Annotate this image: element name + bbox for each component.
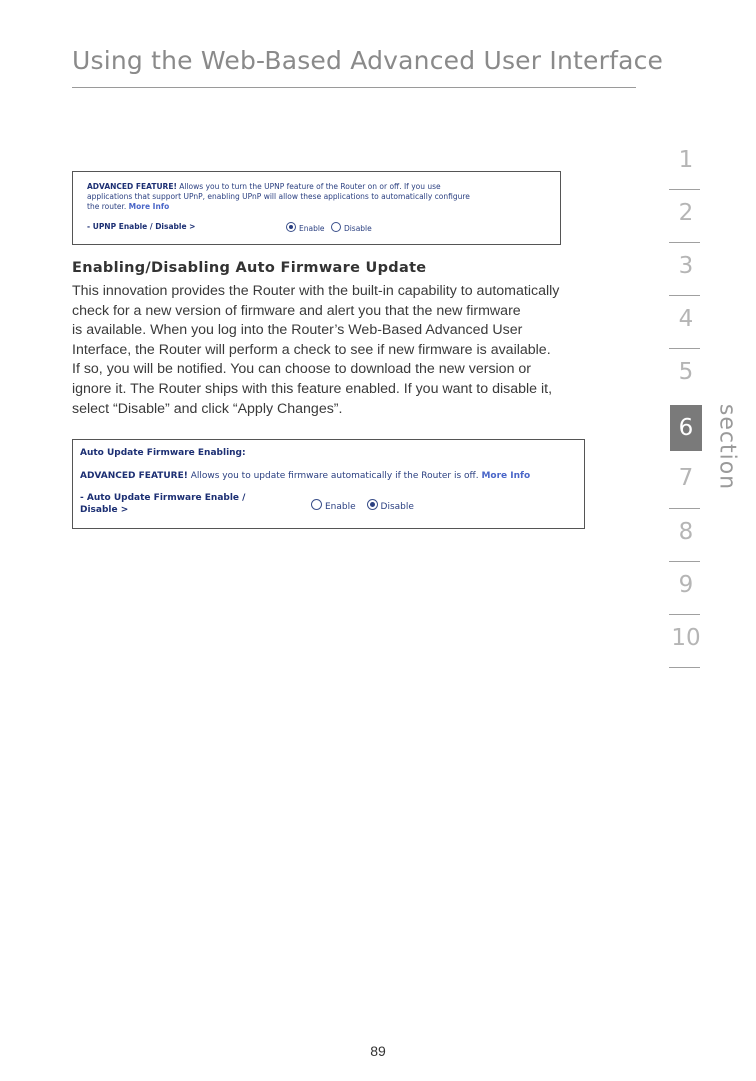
auto-update-screenshot — [72, 439, 585, 529]
nav-divider — [669, 295, 700, 296]
upnp-enable-label: Enable — [299, 224, 325, 233]
body-line: is available. When you log into the Router’s Web-Based Advanced User — [72, 322, 523, 339]
upnp-desc-line2: applications that support UPnP, enabling UPnP will allow these applications to automatically configure — [87, 192, 470, 201]
header-divider — [72, 87, 636, 88]
section-nav-5[interactable]: 5 — [678, 359, 694, 385]
body-line: check for a new version of firmware and alert you that the new firmware — [72, 302, 521, 319]
nav-divider — [669, 667, 700, 668]
page-number: 89 — [370, 1043, 386, 1059]
section-nav-1[interactable]: 1 — [678, 147, 694, 173]
section-nav-4[interactable]: 4 — [678, 306, 694, 332]
auto-update-more-info-link[interactable]: More Info — [481, 471, 531, 481]
section-nav-2[interactable]: 2 — [678, 200, 694, 226]
section-nav-7[interactable]: 7 — [678, 465, 694, 491]
auto-update-desc-text: Allows you to update firmware automatically if the Router is off. — [187, 471, 482, 481]
nav-divider — [669, 189, 700, 190]
section-heading: Enabling/Disabling Auto Firmware Update — [72, 260, 427, 276]
upnp-desc-line3: the router. — [87, 202, 129, 211]
section-label-text: section — [714, 403, 740, 491]
auto-update-disable-label: Disable — [380, 502, 414, 512]
upnp-enable-radio[interactable] — [286, 222, 296, 232]
advanced-feature-label: ADVANCED FEATURE! — [87, 182, 177, 191]
auto-update-radio-group — [311, 499, 414, 513]
active-section-number: 6 — [678, 415, 694, 441]
upnp-toggle-label: - UPNP Enable / Disable > — [87, 222, 196, 231]
body-line: This innovation provides the Router with the built-in capability to automatically — [72, 283, 560, 299]
upnp-radio-group — [286, 222, 372, 234]
section-nav-6-active[interactable] — [670, 405, 702, 451]
section-nav-9[interactable]: 9 — [678, 572, 694, 598]
upnp-desc-line1: Allows you to turn the UPNP feature of the Router on or off. If you use — [176, 182, 441, 191]
upnp-disable-radio[interactable] — [331, 222, 341, 232]
auto-update-enable-radio[interactable] — [311, 499, 322, 510]
upnp-description — [87, 182, 557, 212]
upnp-more-info-link[interactable]: More Info — [128, 202, 170, 211]
auto-update-description — [80, 470, 530, 482]
upnp-settings-screenshot — [72, 171, 561, 245]
body-line: Interface, the Router will perform a check to see if new firmware is available. — [72, 341, 551, 358]
auto-update-disable-radio[interactable] — [367, 499, 378, 510]
body-line: select “Disable” and click “Apply Changes”. — [72, 400, 343, 417]
auto-update-title: Auto Update Firmware Enabling: — [80, 448, 246, 458]
auto-update-toggle-label — [80, 492, 245, 516]
section-body-text — [72, 282, 642, 419]
nav-divider — [669, 348, 700, 349]
toggle-label-line2: Disable > — [80, 505, 129, 515]
nav-divider — [669, 614, 700, 615]
upnp-disable-label: Disable — [343, 224, 372, 233]
advanced-feature-label: ADVANCED FEATURE! — [80, 471, 188, 481]
body-line: ignore it. The Router ships with this feature enabled. If you want to disable it, — [72, 380, 553, 397]
body-line: If so, you will be notified. You can choose to download the new version or — [72, 361, 532, 378]
section-nav-3[interactable]: 3 — [678, 253, 694, 279]
page-header-title: Using the Web-Based Advanced User Interface — [72, 46, 664, 75]
nav-divider — [669, 508, 700, 509]
nav-divider — [669, 561, 700, 562]
section-vertical-label — [716, 402, 738, 492]
nav-divider — [669, 242, 700, 243]
section-nav-10[interactable]: 10 — [671, 625, 701, 651]
section-nav-8[interactable]: 8 — [678, 519, 694, 545]
auto-update-enable-label: Enable — [325, 502, 356, 512]
toggle-label-line1: - Auto Update Firmware Enable / — [80, 493, 246, 503]
